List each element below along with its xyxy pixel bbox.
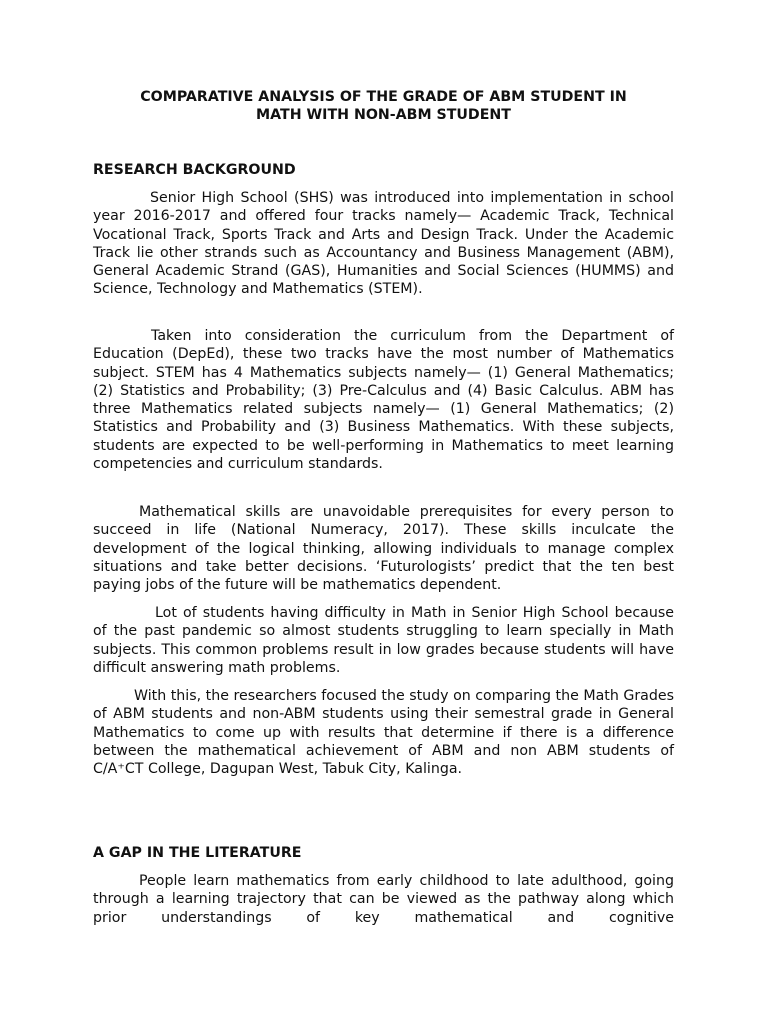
- section-heading-research-background: RESEARCH BACKGROUND: [93, 162, 296, 178]
- paragraph-6: People learn mathematics from early childhood to late adulthood, going through a learning trajectory that can be viewed as the pathway along which prior understandings of key mathematical and cognitive: [93, 873, 674, 926]
- document-title: [93, 88, 674, 124]
- paragraph-3: Mathematical skills are unavoidable prerequisites for every person to succeed in life (National Numeracy, 2017). These skills inculcate the development of the logical thinking, allowing individuals to manage complex situations and take better decisions. ‘Futurologists’ predict that the ten best paying jobs of the future will be mathematics dependent.: [93, 504, 674, 594]
- paragraph-5: With this, the researchers focused the study on comparing the Math Grades of ABM students and non-ABM students using their semestral grade in General Mathematics to come up with results that determine if there is a difference between the mathematical achievement of ABM and non ABM students of C/A⁺CT College, Dagupan West, Tabuk City, Kalinga.: [93, 688, 674, 778]
- paragraph-4: Lot of students having difficulty in Math in Senior High School because of the past pandemic so almost students struggling to learn specially in Math subjects. This common problems result in low grades because students will have difficult answering math problems.: [93, 605, 674, 676]
- paragraph-2: Taken into consideration the curriculum from the Department of Education (DepEd), these two tracks have the most number of Mathematics subject. STEM has 4 Mathematics subjects namely— (1) General Mathematics; (2) Statistics and Probability; (3) Pre-Calculus and (4) Basic Calculus. ABM has three Mathematics related subjects namely— (1) General Mathematics; (2) Statistics and Probability and (3) Business Mathematics. With these subjects, students are expected to be well-performing in Mathematics to meet learning competencies and curriculum standards.: [93, 328, 674, 473]
- title-line-1: COMPARATIVE ANALYSIS OF THE GRADE OF ABM STUDENT IN: [140, 89, 627, 105]
- document-page: [93, 0, 674, 1024]
- section-heading-gap-in-literature: A GAP IN THE LITERATURE: [93, 845, 302, 861]
- title-line-2: MATH WITH NON-ABM STUDENT: [256, 107, 511, 123]
- paragraph-1: Senior High School (SHS) was introduced into implementation in school year 2016-2017 and offered four tracks namely— Academic Track, Technical Vocational Track, Sports Track and Arts and Design Track. Under the Academic Track lie other strands such as Accountancy and Business Management (ABM), General Academic Strand (GAS), Humanities and Social Sciences (HUMMS) and Science, Technology and Mathematics (STEM).: [93, 190, 674, 298]
